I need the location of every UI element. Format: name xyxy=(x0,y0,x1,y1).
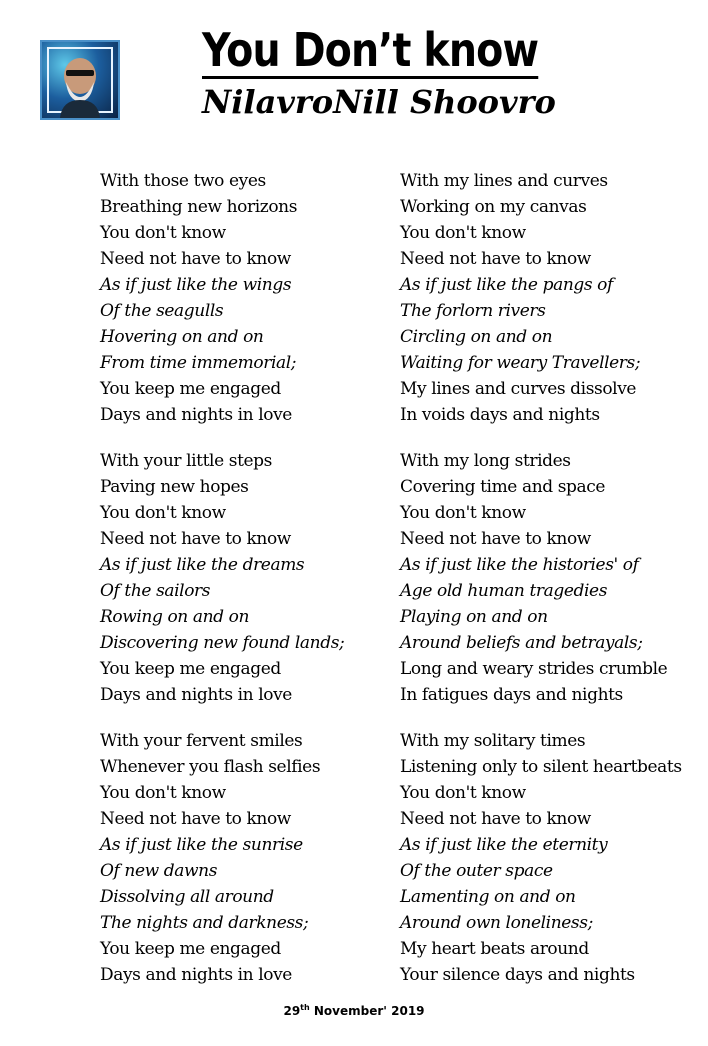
poem-line: The forlorn rivers xyxy=(400,301,546,321)
poem-line: With your fervent smiles xyxy=(100,731,303,751)
poem-line: In voids days and nights xyxy=(400,405,600,425)
poem-line: Hovering on and on xyxy=(100,327,264,347)
poem-line: With your little steps xyxy=(100,451,272,471)
poem-line: Days and nights in love xyxy=(100,685,292,705)
poem-line: With my solitary times xyxy=(400,731,586,751)
poem-line: As if just like the eternity xyxy=(400,835,608,855)
author-photo xyxy=(40,40,120,120)
date-rest: November' 2019 xyxy=(309,1004,425,1018)
poem-line: With those two eyes xyxy=(100,171,266,191)
poem-author: NilavroNill Shoovro xyxy=(202,83,556,121)
poem-line: You don't know xyxy=(100,223,226,243)
poem-line: As if just like the pangs of xyxy=(400,275,613,295)
stanza xyxy=(400,448,700,708)
poem-line: You don't know xyxy=(100,783,226,803)
poem-line: With my long strides xyxy=(400,451,571,471)
date-suffix: th xyxy=(300,1003,310,1012)
poem-line: Lamenting on and on xyxy=(400,887,576,907)
poem-line: Covering time and space xyxy=(400,477,606,497)
poem-line: You don't know xyxy=(400,223,526,243)
poem-line: Need not have to know xyxy=(400,809,591,829)
stanza xyxy=(100,448,400,708)
poem-line: The nights and darkness; xyxy=(100,913,309,933)
poem-title: You Don’t know xyxy=(202,23,539,77)
poem-line: Long and weary strides crumble xyxy=(400,659,668,679)
poem-line: Circling on and on xyxy=(400,327,553,347)
poem-line: Discovering new found lands; xyxy=(100,633,345,653)
poem-line: You keep me engaged xyxy=(100,939,281,959)
poem-column-right xyxy=(400,168,700,1008)
poem-line: Need not have to know xyxy=(100,809,291,829)
poem-line: From time immemorial; xyxy=(100,353,297,373)
poem-date xyxy=(0,1003,708,1018)
poem-line: Of new dawns xyxy=(100,861,218,881)
date-day: 29 xyxy=(283,1004,301,1018)
poem-line: With my lines and curves xyxy=(400,171,608,191)
poem-line: In fatigues days and nights xyxy=(400,685,623,705)
poem-line: Dissolving all around xyxy=(100,887,274,907)
poem-line: Age old human tragedies xyxy=(400,581,608,601)
poem-line: As if just like the histories' of xyxy=(400,555,639,575)
poem-line: Waiting for weary Travellers; xyxy=(400,353,641,373)
poem-line: You don't know xyxy=(100,503,226,523)
poem-line: Breathing new horizons xyxy=(100,197,298,217)
poem-line: Your silence days and nights xyxy=(400,965,635,985)
poem-line: Playing on and on xyxy=(400,607,548,627)
poem-line: Of the outer space xyxy=(400,861,553,881)
poem-line: Need not have to know xyxy=(400,529,591,549)
poem-line: Paving new hopes xyxy=(100,477,249,497)
poem-line: As if just like the wings xyxy=(100,275,292,295)
stanza xyxy=(400,168,700,428)
poem-line: Days and nights in love xyxy=(100,965,292,985)
poem-line: Days and nights in love xyxy=(100,405,292,425)
poem-line: You don't know xyxy=(400,783,526,803)
poem-line: You don't know xyxy=(400,503,526,523)
stanza xyxy=(100,728,400,988)
poem-line: You keep me engaged xyxy=(100,379,281,399)
poem-line: My lines and curves dissolve xyxy=(400,379,637,399)
poem-line: As if just like the dreams xyxy=(100,555,305,575)
poem-line: Need not have to know xyxy=(100,249,291,269)
poem-column-left xyxy=(100,168,400,1008)
poem-line: Of the sailors xyxy=(100,581,211,601)
poem-line: Need not have to know xyxy=(100,529,291,549)
poem-line: As if just like the sunrise xyxy=(100,835,303,855)
poem-line: Rowing on and on xyxy=(100,607,249,627)
poem-line: Of the seagulls xyxy=(100,301,224,321)
stanza xyxy=(100,168,400,428)
stanza xyxy=(400,728,700,988)
poem-line: Need not have to know xyxy=(400,249,591,269)
poem-line: Around own loneliness; xyxy=(400,913,593,933)
poem-line: Around beliefs and betrayals; xyxy=(400,633,643,653)
poem-line: Whenever you flash selfies xyxy=(100,757,321,777)
poem-line: My heart beats around xyxy=(400,939,589,959)
poem-line: Listening only to silent heartbeats xyxy=(400,757,682,777)
poem-line: You keep me engaged xyxy=(100,659,281,679)
poem-line: Working on my canvas xyxy=(400,197,587,217)
